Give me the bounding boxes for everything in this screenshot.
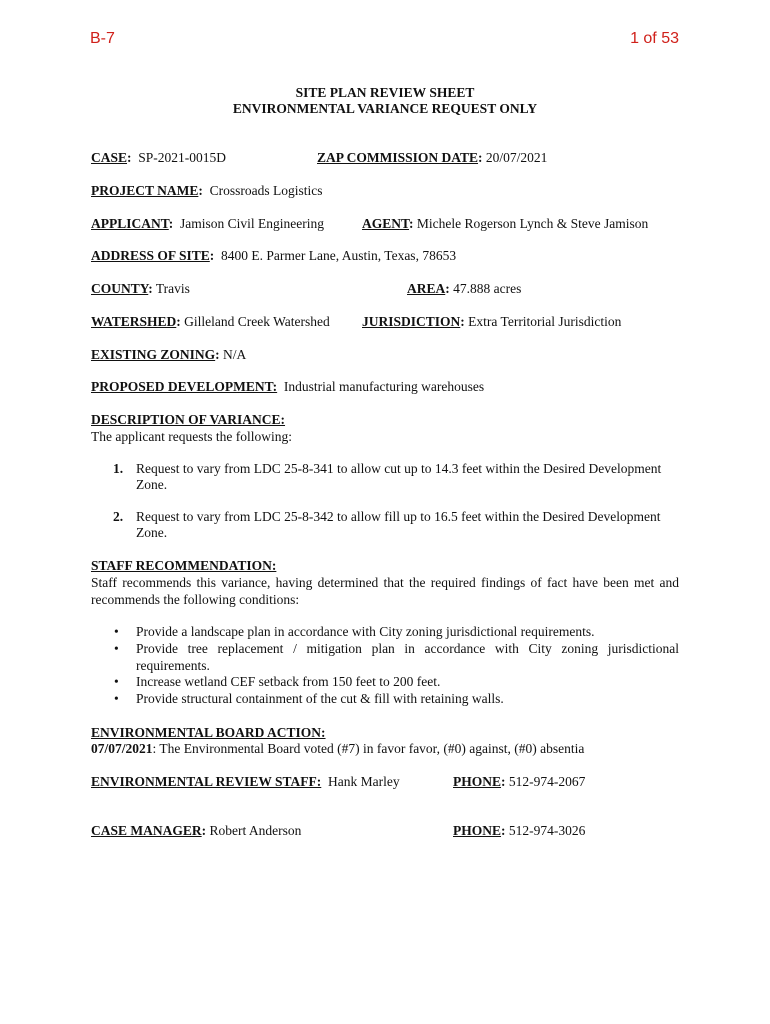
phone-label: PHONE — [453, 774, 502, 789]
board-label: ENVIRONMENTAL BOARD ACTION: — [91, 725, 326, 740]
manager-label: CASE MANAGER — [91, 823, 202, 838]
zap-line: ZAP COMMISSION DATE: 20/07/2021 — [317, 150, 548, 165]
bullet-icon: • — [114, 624, 119, 639]
area-line: AREA: 47.888 acres — [407, 281, 522, 296]
proposed-value: Industrial manufacturing warehouses — [283, 379, 485, 394]
project-value: Crossroads Logistics — [209, 183, 323, 198]
proposed-label: PROPOSED DEVELOPMENT: — [91, 379, 278, 394]
board-date: 07/07/2021 — [91, 741, 153, 756]
project-line: PROJECT NAME: Crossroads Logistics — [91, 183, 323, 198]
board-action — [91, 741, 584, 757]
county-value: Travis — [155, 281, 190, 296]
review-staff-line — [91, 774, 400, 790]
condition-item — [114, 624, 679, 641]
variance-label: DESCRIPTION OF VARIANCE: — [91, 412, 286, 427]
condition-text: Increase wetland CEF setback from 150 feet to 200 feet. — [136, 674, 441, 689]
applicant-value: Jamison Civil Engineering — [180, 216, 325, 231]
project-label: PROJECT NAME — [91, 183, 199, 198]
review-staff-label: ENVIRONMENTAL REVIEW STAFF: — [91, 774, 322, 789]
applicant-line: APPLICANT: Jamison Civil Engineering — [91, 216, 325, 231]
item-text: Request to vary from LDC 25-8-341 to allow cut up to 14.3 feet within the Desired Development Zone. — [136, 461, 662, 492]
phone-line: PHONE: 512-974-2067 — [453, 774, 586, 789]
applicant-label: APPLICANT — [91, 216, 169, 231]
condition-text: Provide a landscape plan in accordance with City zoning jurisdictional requirements. — [136, 624, 595, 639]
condition-item — [114, 674, 679, 691]
board-heading — [91, 725, 326, 741]
staff-intro: Staff recommends this variance, having determined that the required findings of fact have been met and recommends the following conditions: — [91, 575, 679, 607]
variance-item — [113, 461, 679, 493]
address-value: 8400 E. Parmer Lane, Austin, Texas, 78653 — [221, 248, 457, 263]
variance-item — [113, 509, 679, 541]
variance-intro: The applicant requests the following: — [91, 429, 292, 444]
phone-value: 512-974-2067 — [508, 774, 586, 789]
county-line: COUNTY: Travis — [91, 281, 190, 296]
staff-label: STAFF RECOMMENDATION: — [91, 558, 277, 573]
condition-item — [114, 691, 679, 708]
area-label: AREA — [407, 281, 446, 296]
area-value: 47.888 acres — [453, 281, 522, 296]
board-text: : The Environmental Board voted (#7) in favor favor, (#0) against, (#0) absentia — [152, 741, 585, 756]
watershed-label: WATERSHED — [91, 314, 177, 329]
case-line: CASE: SP-2021-0015D — [91, 150, 227, 165]
bullet-icon: • — [114, 691, 119, 706]
item-number: 1. — [113, 461, 124, 476]
page-label: B-7 — [90, 30, 115, 47]
document-title: SITE PLAN REVIEW SHEET — [295, 85, 475, 100]
watershed-value: Gilleland Creek Watershed — [184, 314, 330, 329]
document-subtitle: ENVIRONMENTAL VARIANCE REQUEST ONLY — [232, 101, 538, 116]
phone-label: PHONE — [453, 823, 502, 838]
county-label: COUNTY — [91, 281, 149, 296]
agent-value: Michele Rogerson Lynch & Steve Jamison — [416, 216, 649, 231]
zoning-label: EXISTING ZONING — [91, 347, 216, 362]
page-counter: 1 of 53 — [630, 30, 679, 47]
phone-line: PHONE: 512-974-3026 — [453, 823, 586, 838]
manager-line: CASE MANAGER: Robert Anderson — [91, 823, 302, 838]
zoning-line: EXISTING ZONING: N/A — [91, 347, 247, 362]
bullet-icon: • — [114, 674, 119, 689]
item-text: Request to vary from LDC 25-8-342 to allow fill up to 16.5 feet within the Desired Development Zone. — [136, 509, 661, 540]
address-line: ADDRESS OF SITE: 8400 E. Parmer Lane, Austin, Texas, 78653 — [91, 248, 457, 263]
condition-item — [114, 641, 679, 674]
agent-label: AGENT — [362, 216, 410, 231]
manager-value: Robert Anderson — [209, 823, 302, 838]
phone-value: 512-974-3026 — [508, 823, 586, 838]
jurisdiction-label: JURISDICTION — [362, 314, 461, 329]
condition-text: Provide structural containment of the cut & fill with retaining walls. — [136, 691, 504, 706]
case-value: SP-2021-0015D — [138, 150, 227, 165]
agent-line: AGENT: Michele Rogerson Lynch & Steve Jamison — [362, 216, 649, 231]
bullet-icon: • — [114, 641, 119, 656]
proposed-line — [91, 379, 484, 395]
zoning-value: N/A — [223, 347, 247, 362]
watershed-line: WATERSHED: Gilleland Creek Watershed — [91, 314, 330, 329]
review-staff-value: Hank Marley — [328, 774, 400, 789]
case-label: CASE — [91, 150, 128, 165]
address-label: ADDRESS OF SITE — [91, 248, 210, 263]
staff-heading — [91, 558, 276, 574]
jurisdiction-line: JURISDICTION: Extra Territorial Jurisdiction — [362, 314, 622, 329]
jurisdiction-value: Extra Territorial Jurisdiction — [468, 314, 622, 329]
variance-heading — [91, 412, 285, 428]
zap-value: 20/07/2021 — [485, 150, 548, 165]
item-number: 2. — [113, 509, 124, 524]
zap-label: ZAP COMMISSION DATE — [317, 150, 479, 165]
condition-text: Provide tree replacement / mitigation plan in accordance with City zoning jurisdictional requirements. — [136, 641, 679, 673]
